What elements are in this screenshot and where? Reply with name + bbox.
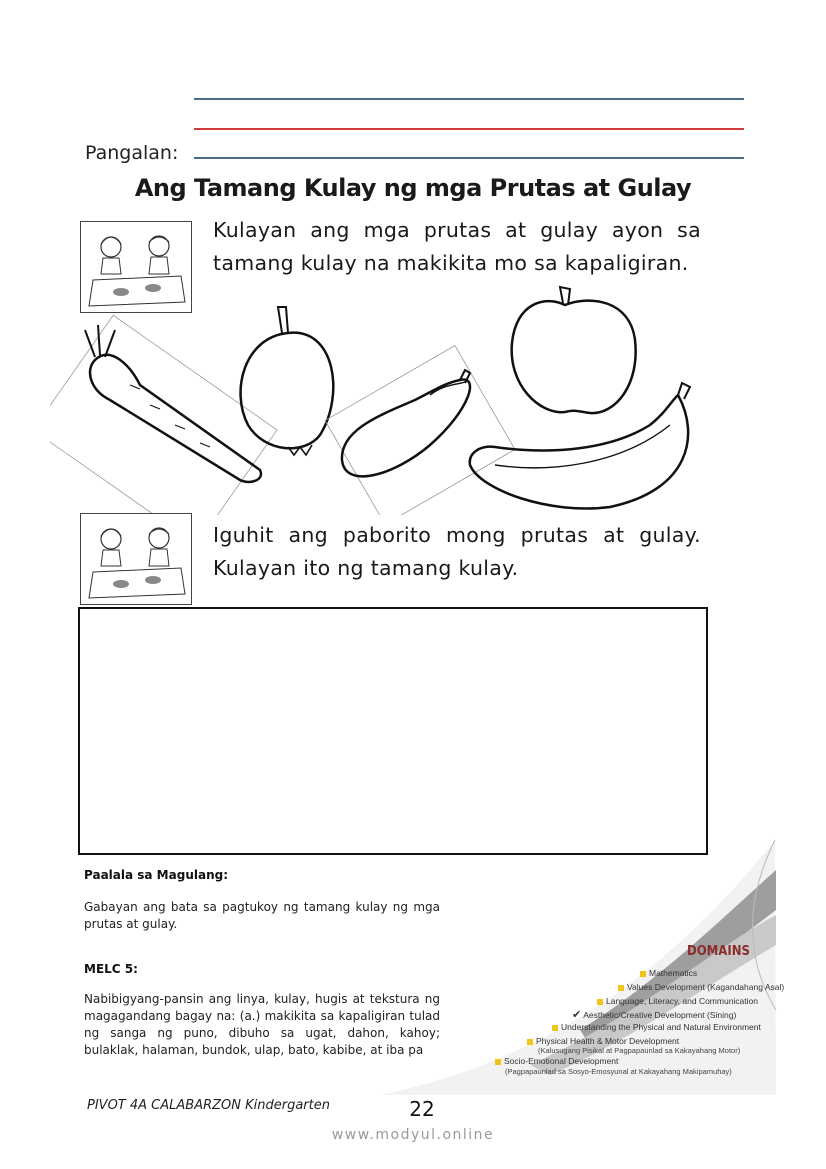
bullet-icon [640, 971, 646, 977]
domain-item-physical: Physical Health & Motor Development [527, 1036, 679, 1046]
instruction-draw-line1: Iguhit ang paborito mong prutas at gulay. [213, 523, 701, 547]
fruits-vegetables-illustration [50, 285, 710, 515]
melc-text: Nabibigyang-pansin ang linya, kulay, hugis at tekstura ng magagandang bagay na: (a.) makikita sa kapaligiran tulad ng sanga ng puno, dibuho sa ugat, dahon, kahoy; bulaklak, halaman, bundok, ulap, bato, kabibe, at iba pa [84, 992, 440, 1057]
footer-publisher: PIVOT 4A CALABARZON Kindergarten [87, 1098, 330, 1113]
banana-icon [470, 383, 690, 509]
website-watermark: www.modyul.online [331, 1127, 495, 1143]
domain-sub-physical: (Kalusugang Pisikal at Pagpapaunlad sa Kakayahang Motor) [538, 1046, 741, 1055]
page-title: Ang Tamang Kulay ng mga Prutas at Gulay [134, 174, 692, 202]
domains-title: DOMAINS [687, 944, 750, 959]
domain-item-language: Language, Literacy, and Communication [597, 996, 758, 1006]
parent-note-heading: Paalala sa Magulang: [84, 868, 228, 882]
drawing-area[interactable] [78, 607, 708, 855]
kids-drawing-illustration [80, 513, 192, 605]
bullet-icon [527, 1039, 533, 1045]
instruction-color [213, 214, 701, 280]
instruction-draw-line2: Kulayan ito ng tamang kulay. [213, 556, 519, 580]
domain-item-values: Values Development (Kagandahang Asal) [618, 982, 784, 992]
check-icon: ✔ [572, 1009, 582, 1021]
instruction-color-line2: tamang kulay na makikita mo sa kapaligiran. [213, 251, 689, 275]
name-line-top [194, 98, 744, 100]
name-line-middle [194, 128, 744, 130]
eggplant-icon [325, 346, 515, 515]
guava-icon [241, 307, 334, 455]
instruction-draw [213, 519, 701, 585]
domain-item-aesthetic: ✔ Aesthetic/Creative Development (Sining) [572, 1009, 737, 1021]
domain-item-mathematics: Mathematics [640, 968, 697, 978]
bullet-icon [552, 1025, 558, 1031]
domain-sub-socio: (Pagpapaunlad sa Sosyo-Emosyunal at Kakayahang Makipamuhay) [505, 1067, 732, 1076]
parent-note-text: Gabayan ang bata sa pagtukoy ng tamang kulay ng mga prutas at gulay. [84, 900, 440, 931]
bullet-icon [495, 1059, 501, 1065]
page-number: 22 [409, 1097, 435, 1121]
domain-item-socio: Socio-Emotional Development [495, 1056, 618, 1066]
instruction-color-line1: Kulayan ang mga prutas at gulay ayon sa [213, 218, 701, 242]
domain-item-understanding: Understanding the Physical and Natural Environment [552, 1022, 761, 1032]
name-line-bottom [194, 157, 744, 159]
apple-icon [512, 287, 636, 413]
bullet-icon [618, 985, 624, 991]
bullet-icon [597, 999, 603, 1005]
name-label: Pangalan: [85, 142, 179, 164]
melc-heading: MELC 5: [84, 962, 138, 976]
